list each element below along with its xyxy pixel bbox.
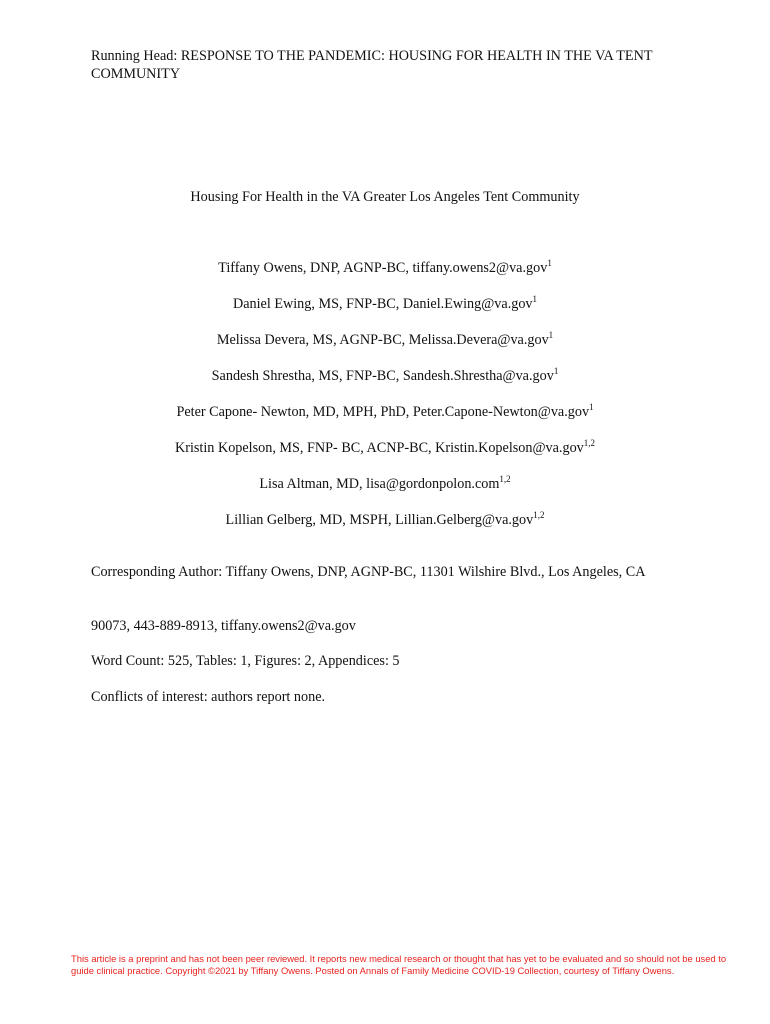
author-affiliation: 1 [547, 258, 552, 268]
author-text: Peter Capone- Newton, MD, MPH, PhD, Peter.Capone-Newton@va.gov [176, 404, 590, 420]
word-count: Word Count: 525, Tables: 1, Figures: 2, Appendices: 5 [91, 653, 400, 669]
author-text: Kristin Kopelson, MS, FNP- BC, ACNP-BC, Kristin.Kopelson@va.gov [174, 440, 584, 456]
author-affiliation: 1 [553, 366, 559, 376]
author-text: Daniel Ewing, MS, FNP-BC, Daniel.Ewing@va.gov [232, 296, 533, 312]
preprint-notice: This article is a preprint and has not been peer reviewed. It reports new medical research or thought that has yet to be evaluated and so should not be used to guide clinical practice. Copyright ©2021 by Tiffany Owens. Posted on Annals of Family Medicine COVID-19 Collection, courtesy of Tiffany Owens. [71, 953, 727, 977]
author-text: Lillian Gelberg, MD, MSPH, Lillian.Gelberg@va.gov [225, 512, 534, 528]
author-affiliation: 1,2 [583, 438, 596, 448]
author-text: Lisa Altman, MD, lisa@gordonpolon.com [259, 476, 500, 492]
author-line [0, 331, 770, 367]
running-head: Running Head: RESPONSE TO THE PANDEMIC: HOUSING FOR HEALTH IN THE VA TENT COMMUNITY [91, 48, 653, 82]
author-text: Melissa Devera, MS, AGNP-BC, Melissa.Devera@va.gov [216, 332, 549, 348]
author-line [0, 367, 770, 403]
author-affiliation: 1 [532, 294, 538, 304]
author-line [0, 295, 770, 331]
author-text: Tiffany Owens, DNP, AGNP-BC, tiffany.owens2@va.gov [218, 260, 548, 276]
author-line [0, 439, 770, 475]
author-line [0, 259, 770, 295]
author-line [0, 403, 770, 439]
author-affiliation: 1,2 [533, 510, 545, 520]
author-affiliation: 1 [589, 402, 594, 412]
author-line [0, 475, 770, 511]
author-text: Sandesh Shrestha, MS, FNP-BC, Sandesh.Shrestha@va.gov [211, 368, 554, 384]
author-list [0, 259, 770, 547]
author-line [0, 511, 770, 547]
paper-title: Housing For Health in the VA Greater Los Angeles Tent Community [190, 189, 580, 205]
corresponding-author: Corresponding Author: Tiffany Owens, DNP, AGNP-BC, 11301 Wilshire Blvd., Los Angeles, CA [91, 564, 646, 580]
conflicts-of-interest: Conflicts of interest: authors report none. [91, 689, 326, 705]
address-contact: 90073, 443-889-8913, tiffany.owens2@va.gov [91, 618, 356, 634]
author-affiliation: 1 [548, 330, 554, 340]
author-affiliation: 1,2 [499, 474, 511, 484]
